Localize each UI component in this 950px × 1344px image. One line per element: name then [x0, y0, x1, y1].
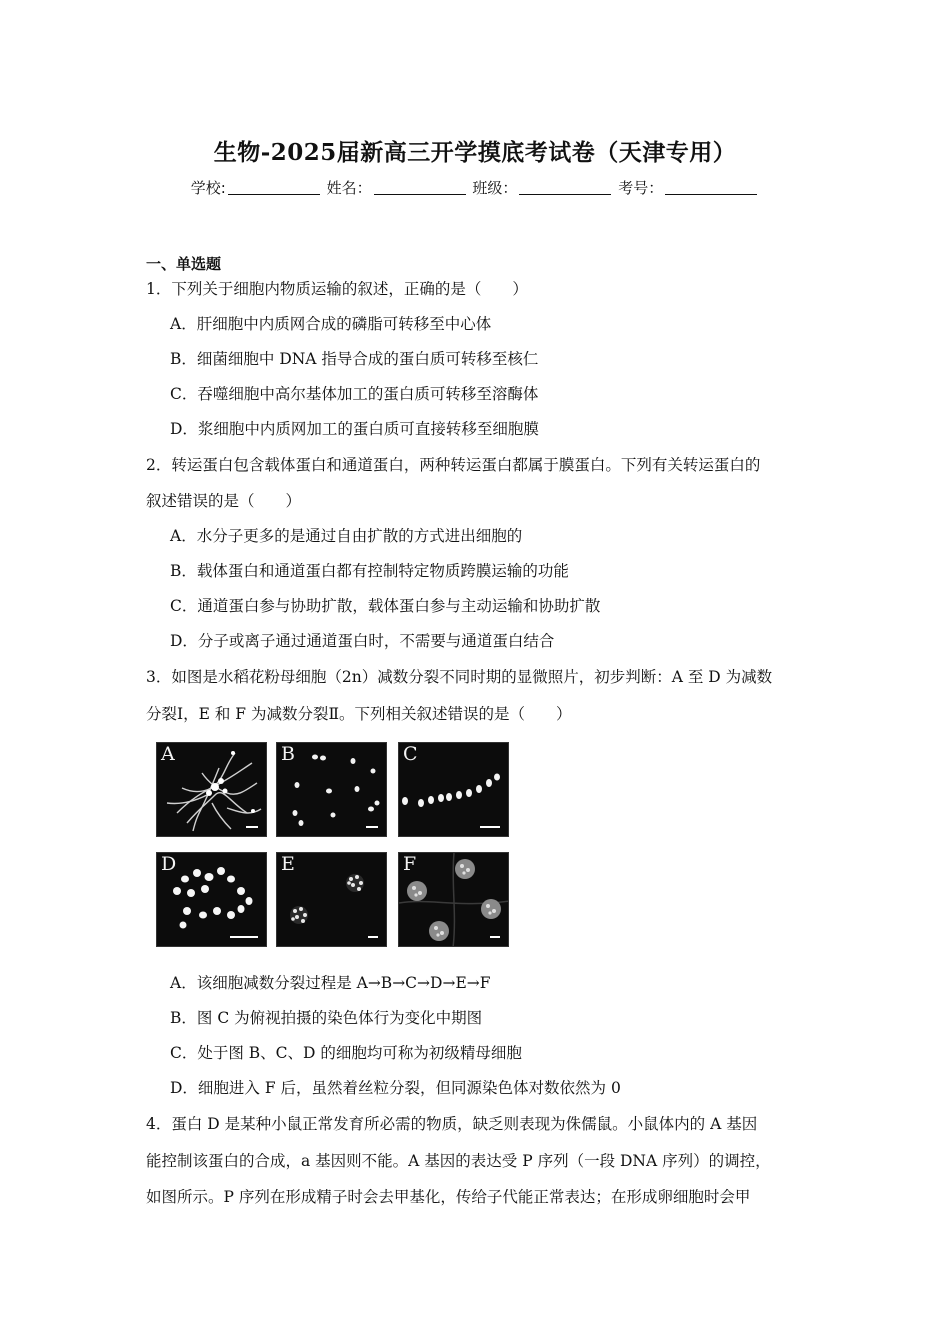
question-2-option-d[interactable]: D．分子或离子通过通道蛋白时，不需要与通道蛋白结合 [170, 632, 555, 650]
panel-label-c: C [403, 743, 418, 765]
question-1-stem: 1．下列关于细胞内物质运输的叙述，正确的是（ ） [146, 280, 528, 298]
student-info-line [0, 177, 950, 198]
question-3-stem-line-2: 分裂Ⅰ，E 和 F 为减数分裂Ⅱ。下列相关叙述错误的是（ ） [146, 705, 572, 723]
micrograph-panel-c [398, 742, 509, 837]
question-3-option-b[interactable]: B．图 C 为俯视拍摄的染色体行为变化中期图 [170, 1009, 483, 1027]
class-blank[interactable] [519, 180, 611, 195]
name-blank[interactable] [374, 180, 466, 195]
scale-bar [246, 826, 258, 828]
question-2-option-c[interactable]: C．通道蛋白参与协助扩散，载体蛋白参与主动运输和协助扩散 [170, 597, 601, 615]
question-3-stem-line-1: 3．如图是水稻花粉母细胞（2n）减数分裂不同时期的显微照片，初步判断：A 至 D 为减数 [146, 668, 773, 686]
panel-label-d: D [161, 853, 177, 875]
question-1-option-d[interactable]: D．浆细胞中内质网加工的蛋白质可直接转移至细胞膜 [170, 420, 539, 438]
question-4-stem-line-3: 如图所示。P 序列在形成精子时会去甲基化，传给子代能正常表达；在形成卵细胞时会甲 [146, 1188, 751, 1206]
question-1-option-a[interactable]: A．肝细胞中内质网合成的磷脂可转移至中心体 [170, 315, 492, 333]
number-label: 考号： [618, 179, 664, 197]
question-3-option-d[interactable]: D．细胞进入 F 后，虽然着丝粒分裂，但同源染色体对数依然为 0 [170, 1079, 621, 1097]
school-label: 学校: [190, 179, 226, 197]
scale-bar [366, 826, 378, 828]
scale-bar [368, 936, 378, 938]
school-blank[interactable] [228, 180, 320, 195]
question-1-option-c[interactable]: C．吞噬细胞中高尔基体加工的蛋白质可转移至溶酶体 [170, 385, 539, 403]
micrograph-panel-d [156, 852, 267, 947]
number-blank[interactable] [665, 180, 757, 195]
panel-label-b: B [281, 743, 295, 765]
micrograph-panel-b [276, 742, 387, 837]
scale-bar [480, 826, 500, 828]
panel-label-a: A [161, 743, 175, 765]
question-4-stem-line-1: 4．蛋白 D 是某种小鼠正常发育所必需的物质，缺乏则表现为侏儒鼠。小鼠体内的 A 基因 [146, 1115, 758, 1133]
panel-label-f: F [403, 853, 417, 875]
question-2-stem-line-2: 叙述错误的是（ ） [146, 492, 302, 510]
question-2-stem-line-1: 2．转运蛋白包含载体蛋白和通道蛋白，两种转运蛋白都属于膜蛋白。下列有关转运蛋白的 [146, 456, 761, 474]
name-label: 姓名： [326, 179, 372, 197]
scale-bar [490, 936, 500, 938]
question-2-option-a[interactable]: A．水分子更多的是通过自由扩散的方式进出细胞的 [170, 527, 523, 545]
exam-title: 生物-2025届新高三开学摸底考试卷（天津专用） [213, 139, 737, 166]
question-2-option-b[interactable]: B．载体蛋白和通道蛋白都有控制特定物质跨膜运输的功能 [170, 562, 569, 580]
panel-label-e: E [281, 853, 295, 875]
micrograph-panel-a [156, 742, 267, 837]
micrograph-figure [156, 742, 510, 948]
question-3-option-c[interactable]: C．处于图 B、C、D 的细胞均可称为初级精母细胞 [170, 1044, 522, 1062]
question-1-option-b[interactable]: B．细菌细胞中 DNA 指导合成的蛋白质可转移至核仁 [170, 350, 539, 368]
question-4-stem-line-2: 能控制该蛋白的合成，a 基因则不能。A 基因的表达受 P 序列（一段 DNA 序列）的调控， [146, 1152, 771, 1170]
micrograph-panel-e [276, 852, 387, 947]
scale-bar [230, 936, 258, 938]
micrograph-panel-f [398, 852, 509, 947]
question-3-option-a[interactable]: A．该细胞减数分裂过程是 A→B→C→D→E→F [170, 974, 491, 992]
section-title: 一、单选题 [146, 255, 222, 273]
class-label: 班级： [472, 179, 518, 197]
